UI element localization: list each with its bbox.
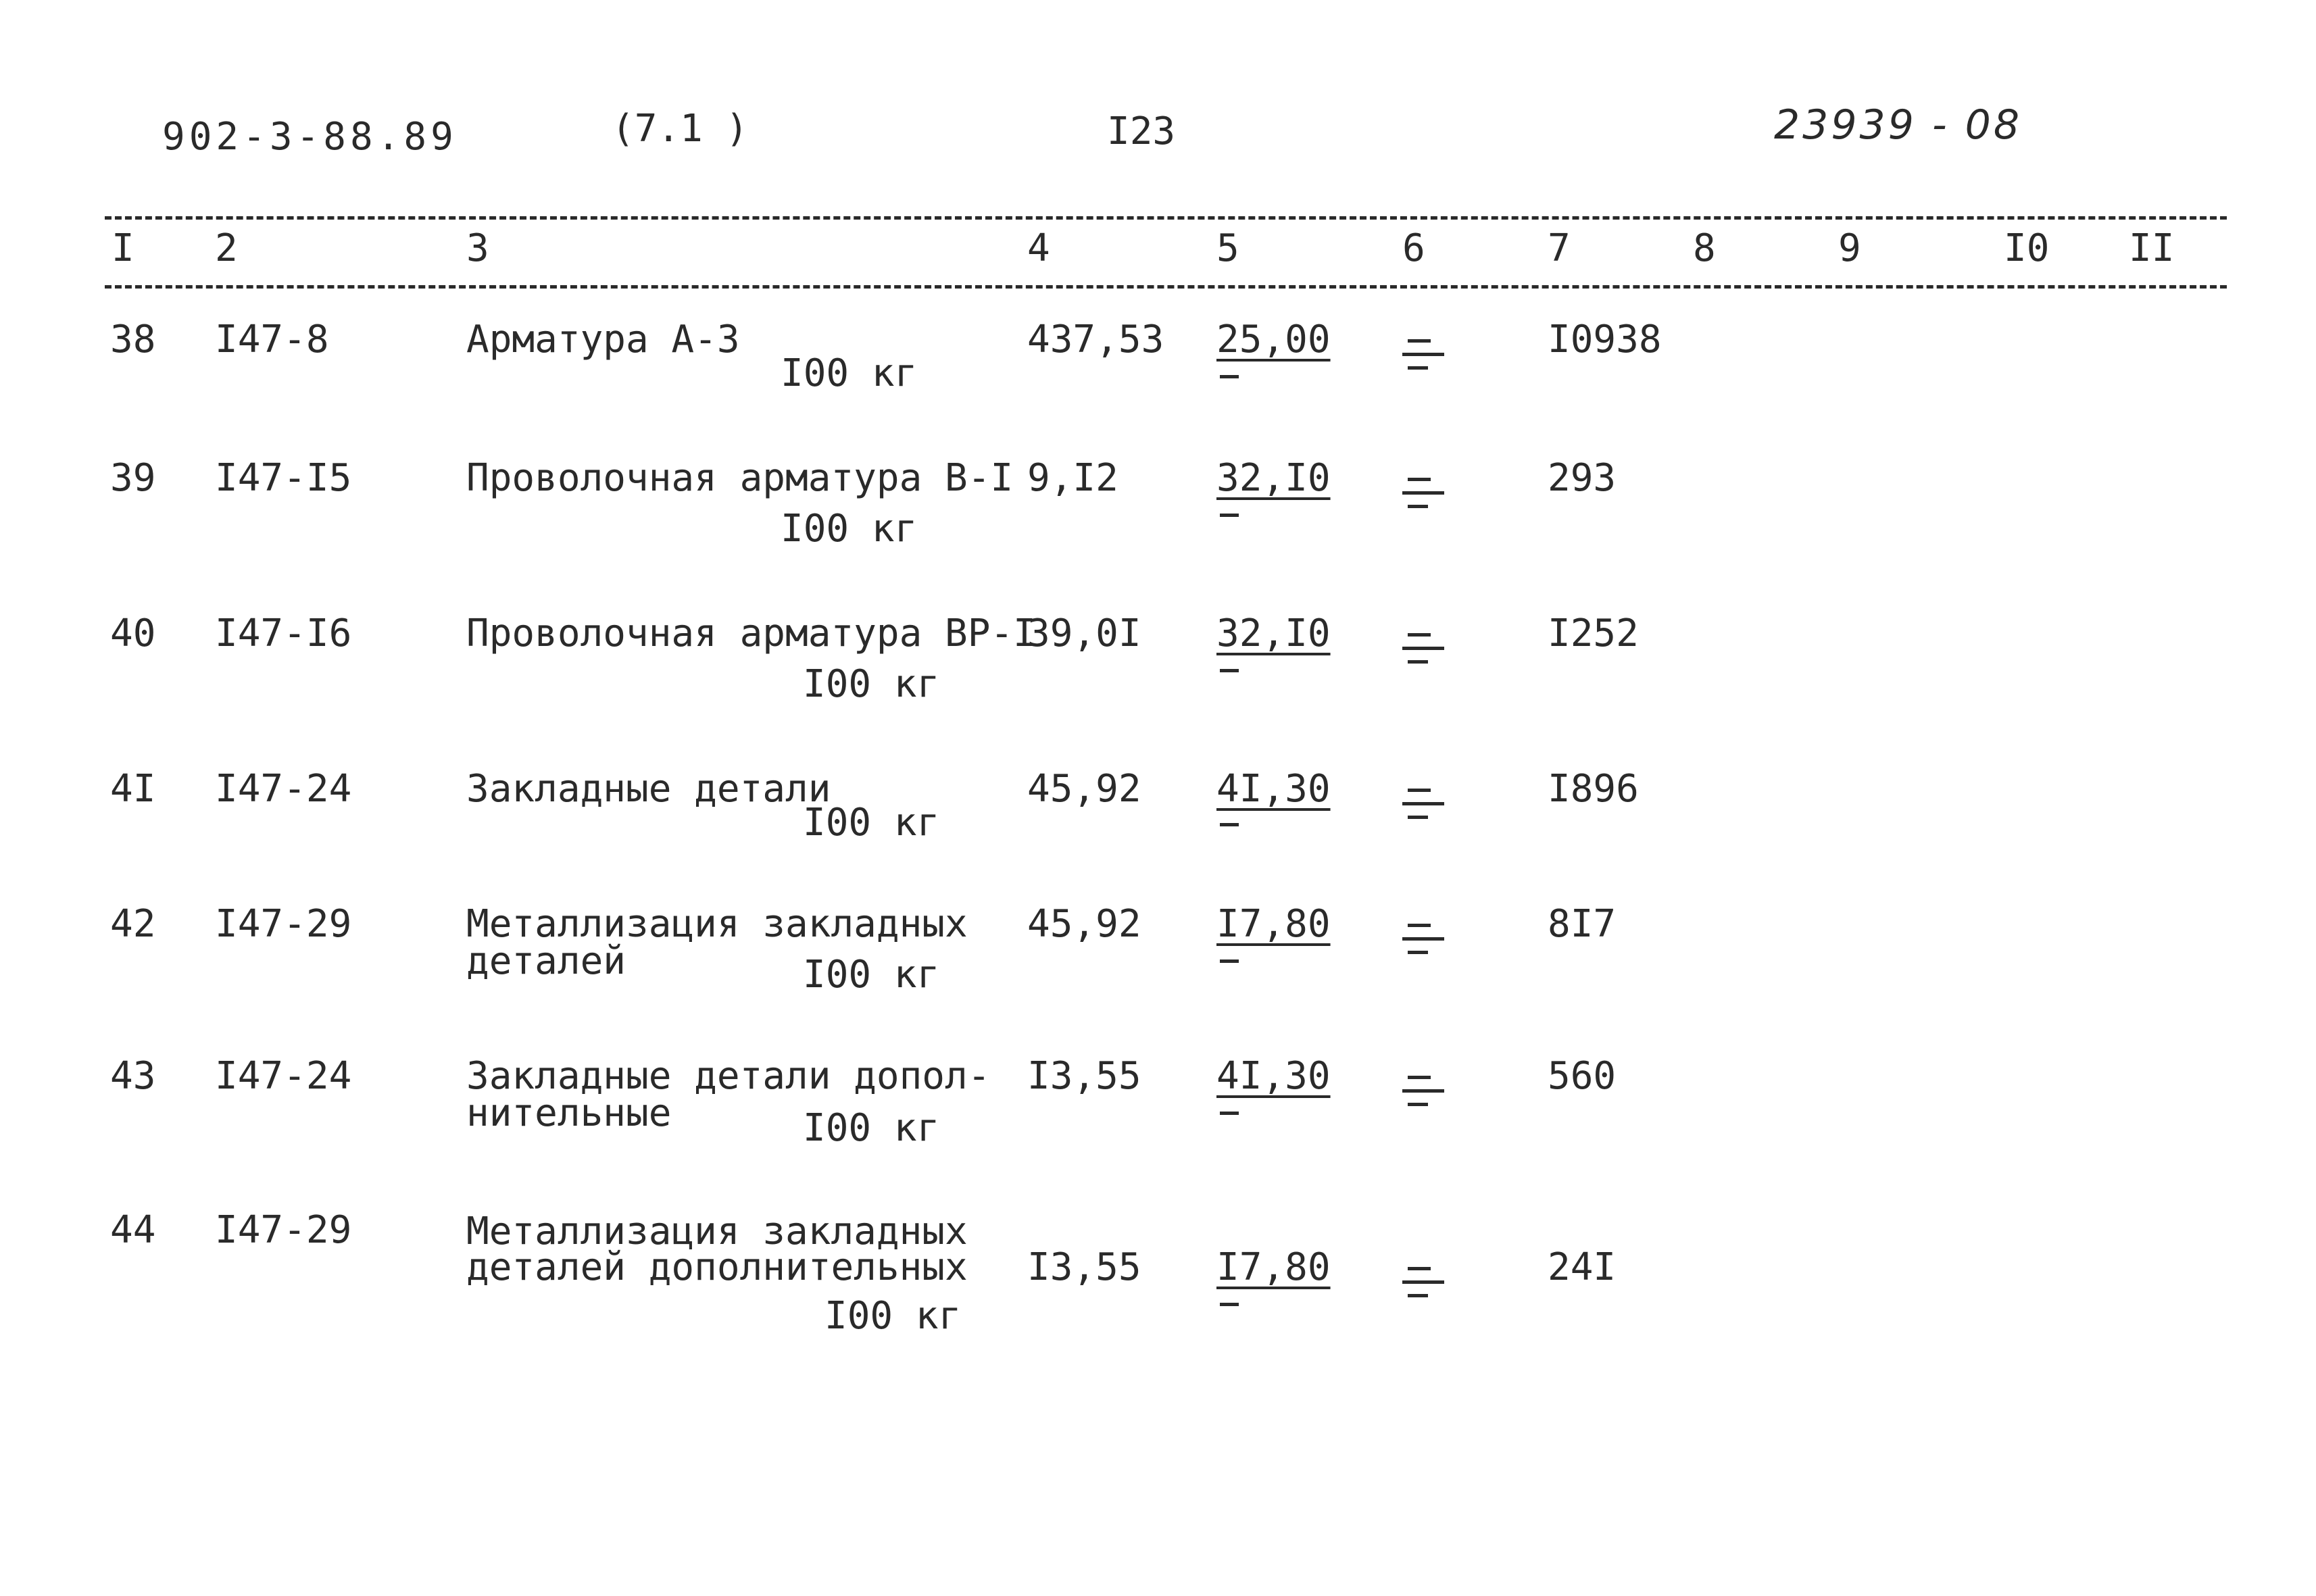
dash-mark — [1220, 669, 1239, 672]
dash-fraction-mark — [1402, 1069, 1443, 1109]
total-cost: 293 — [1548, 456, 1617, 500]
dash-fraction-mark — [1402, 1260, 1443, 1301]
column-header-10: I0 — [2004, 226, 2050, 270]
page-number: I23 — [1107, 109, 1176, 153]
column-header-2: 2 — [215, 226, 238, 270]
item-name-line: деталей дополнительных — [466, 1245, 968, 1289]
unit-price: I7,80 — [1216, 902, 1331, 946]
quantity: 9,I2 — [1027, 456, 1118, 500]
unit-price: 32,I0 — [1216, 612, 1331, 655]
item-name-line: Проволочная арматура ВР-I — [466, 612, 1036, 655]
item-unit: I00 кг — [781, 351, 918, 395]
dash-fraction-mark — [1402, 332, 1443, 373]
item-name-line: Металлизация закладных — [466, 1210, 968, 1253]
quantity: I3,55 — [1027, 1054, 1141, 1098]
unit-price: 4I,30 — [1216, 1054, 1331, 1098]
item-name-line: Закладные детали допол- — [466, 1054, 991, 1098]
inventory-number: 23939 - 08 — [1774, 101, 2023, 149]
row-number: 44 — [110, 1208, 156, 1252]
norm-code: I47-29 — [215, 1208, 352, 1252]
item-unit: I00 кг — [803, 662, 940, 706]
section-number: (7.1 ) — [612, 107, 749, 151]
dash-mark — [1220, 1112, 1239, 1115]
row-number: 40 — [110, 612, 156, 655]
column-header-7: 7 — [1548, 226, 1571, 270]
dash-fraction-mark — [1402, 782, 1443, 822]
total-cost: I252 — [1548, 612, 1639, 655]
item-unit: I00 кг — [803, 1106, 940, 1150]
document-code: 902-3-88.89 — [162, 115, 458, 159]
item-unit: I00 кг — [803, 801, 940, 845]
total-cost: I896 — [1548, 767, 1639, 811]
total-cost: 8I7 — [1548, 902, 1617, 946]
column-header-4: 4 — [1027, 226, 1050, 270]
item-name-line: Арматура А-3 — [466, 318, 740, 361]
norm-code: I47-I6 — [215, 612, 352, 655]
item-unit: I00 кг — [824, 1294, 962, 1338]
dash-fraction-mark — [1402, 471, 1443, 512]
quantity: 45,92 — [1027, 767, 1141, 811]
quantity: 39,0I — [1027, 612, 1141, 655]
dash-mark — [1220, 959, 1239, 963]
quantity: 45,92 — [1027, 902, 1141, 946]
dash-fraction-mark — [1402, 626, 1443, 667]
column-header-8: 8 — [1693, 226, 1716, 270]
column-header-1: I — [112, 226, 134, 270]
item-name-line: нительные — [466, 1091, 672, 1135]
total-cost: 24I — [1548, 1245, 1617, 1289]
dash-mark — [1220, 375, 1239, 378]
row-number: 39 — [110, 456, 156, 500]
row-number: 42 — [110, 902, 156, 946]
quantity: 437,53 — [1027, 318, 1164, 361]
column-header-6: 6 — [1402, 226, 1425, 270]
norm-code: I47-24 — [215, 767, 352, 811]
row-number: 38 — [110, 318, 156, 361]
quantity: I3,55 — [1027, 1245, 1141, 1289]
unit-price: I7,80 — [1216, 1245, 1331, 1289]
dash-mark — [1220, 823, 1239, 826]
total-cost: 560 — [1548, 1054, 1617, 1098]
column-header-5: 5 — [1216, 226, 1239, 270]
item-name-line: деталей — [466, 939, 626, 983]
item-unit: I00 кг — [781, 507, 918, 551]
dash-mark — [1220, 514, 1239, 517]
item-unit: I00 кг — [803, 953, 940, 997]
header-top-rule — [105, 216, 2227, 220]
item-name-line: Металлизация закладных — [466, 902, 968, 946]
item-name-line: Проволочная арматура В-I — [466, 456, 1014, 500]
unit-price: 4I,30 — [1216, 767, 1331, 811]
column-header-11: II — [2129, 226, 2175, 270]
norm-code: I47-24 — [215, 1054, 352, 1098]
row-number: 43 — [110, 1054, 156, 1098]
norm-code: I47-8 — [215, 318, 329, 361]
item-name-line: Закладные детали — [466, 767, 831, 811]
norm-code: I47-I5 — [215, 456, 352, 500]
total-cost: I0938 — [1548, 318, 1662, 361]
unit-price: 32,I0 — [1216, 456, 1331, 500]
row-number: 4I — [110, 767, 156, 811]
unit-price: 25,00 — [1216, 318, 1331, 361]
column-header-3: 3 — [466, 226, 489, 270]
dash-fraction-mark — [1402, 917, 1443, 957]
column-header-9: 9 — [1838, 226, 1861, 270]
dash-mark — [1220, 1303, 1239, 1306]
norm-code: I47-29 — [215, 902, 352, 946]
header-bottom-rule — [105, 285, 2227, 289]
